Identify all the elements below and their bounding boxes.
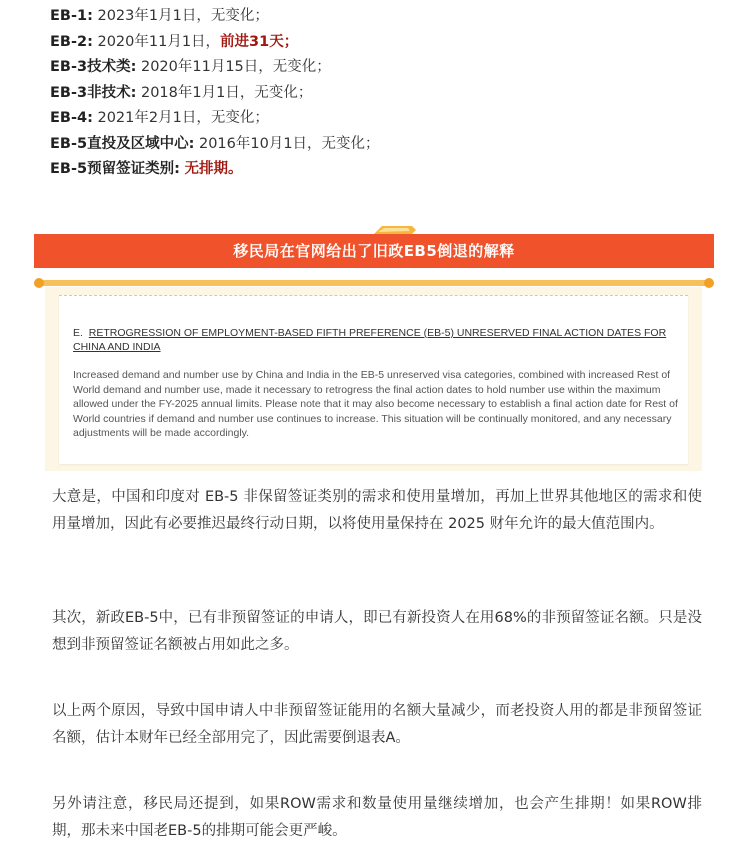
category-label: EB-1: bbox=[50, 8, 93, 24]
category-change: 前进31天； bbox=[220, 33, 299, 50]
banner-title: 移民局在官网给出了旧政EB5倒退的解释 bbox=[233, 242, 515, 260]
paragraph-2: 其次，新政EB-5中，已有非预留签证的申请人，即已有新投资人在用68%的非预留签证名额。只是没想到非预留签证名额被占用如此之多。 bbox=[52, 610, 702, 653]
excerpt-heading bbox=[73, 326, 673, 354]
category-label: EB-2: bbox=[50, 33, 93, 50]
section-banner bbox=[34, 224, 714, 288]
category-change: 无排期。 bbox=[184, 161, 243, 177]
category-label: EB-3非技术: bbox=[50, 84, 137, 101]
excerpt-body: Increased demand and number use by China and India in the EB-5 unreserved visa categories, combined with increased Rest of World demand and number use, made it necessary to retrogress the final action dates to hold number use within the maximum allowed under the FY-2025 annual limits. Please note that it may also become necessary to establish a final action date for Rest of World countries if demand and number use continues to increase. This situation will be continually monitored, and any necessary adjustments will be made accordingly. bbox=[73, 369, 678, 440]
list-item bbox=[50, 30, 380, 56]
category-label: EB-5直投及区域中心: bbox=[50, 135, 195, 152]
category-value: 2018年1月1日，无变化； bbox=[136, 84, 313, 101]
banner-bar bbox=[34, 234, 714, 268]
list-item bbox=[50, 106, 380, 132]
list-item bbox=[50, 132, 380, 158]
list-item bbox=[50, 81, 380, 107]
category-value: 2020年11月15日，无变化； bbox=[136, 59, 331, 75]
paragraph-1: 大意是，中国和印度对 EB-5 非保留签证类别的需求和使用量增加，再加上世界其他地区的需求和使用量增加，因此有必要推迟最终行动日期，以将使用量保持在 2025 财年允许的最大值范围内。 bbox=[52, 489, 702, 532]
category-value: 2016年10月1日，无变化； bbox=[194, 135, 380, 152]
list-item bbox=[50, 4, 380, 30]
category-label: EB-3技术类: bbox=[50, 59, 137, 75]
category-label: EB-4: bbox=[50, 110, 93, 126]
priority-date-list bbox=[50, 4, 380, 183]
category-label: EB-5预留签证类别: bbox=[50, 161, 180, 177]
banner-divider bbox=[38, 280, 710, 286]
list-item bbox=[50, 55, 380, 81]
paragraph-3: 以上两个原因，导致中国申请人中非预留签证能用的名额大量减少，而老投资人用的都是非预留签证名额，估计本财年已经全部用完了，因此需要倒退表A。 bbox=[52, 703, 702, 746]
category-value: 2021年2月1日，无变化； bbox=[92, 110, 269, 126]
list-item bbox=[50, 157, 380, 183]
category-value: 2023年1月1日，无变化； bbox=[92, 8, 269, 24]
paragraph-4: 另外请注意，移民局还提到，如果ROW需求和数量使用量继续增加，也会产生排期！如果ROW排期，那未来中国老EB-5的排期可能会更严峻。 bbox=[52, 796, 702, 839]
excerpt-screenshot bbox=[59, 295, 688, 464]
category-value: 2020年11月1日， bbox=[92, 33, 221, 50]
excerpt-heading-prefix: E. bbox=[73, 327, 83, 339]
excerpt-card bbox=[45, 287, 702, 471]
excerpt-heading-text: RETROGRESSION OF EMPLOYMENT-BASED FIFTH PREFERENCE (EB-5) UNRESERVED FINAL ACTION DATES FOR CHINA AND INDIA bbox=[73, 327, 667, 353]
